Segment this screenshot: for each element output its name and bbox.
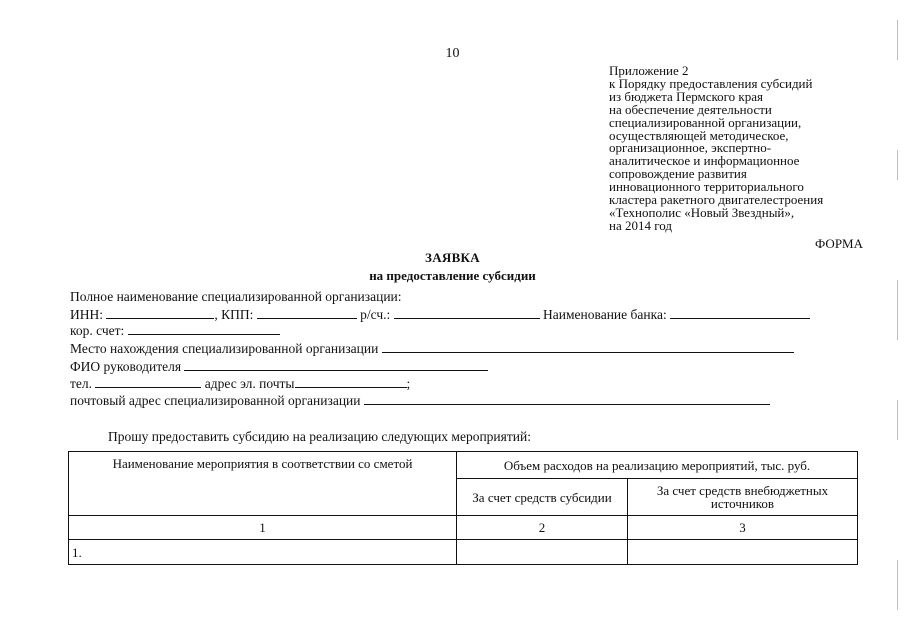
director-line — [70, 359, 488, 375]
location-line — [70, 341, 794, 357]
account-label: р/сч.: — [360, 307, 391, 322]
email-label: адрес эл. почты — [204, 376, 295, 391]
appendix-line: организационное, экспертно- — [609, 140, 772, 156]
row1-label[interactable]: 1. — [69, 540, 457, 565]
table-header-row — [69, 452, 858, 479]
kpp-label: , КПП: — [214, 307, 254, 322]
director-field[interactable] — [184, 359, 488, 371]
appendix-line: кластера ракетного двигателестроения — [609, 192, 824, 208]
postal-label: почтовый адрес специализированной организации — [70, 393, 361, 408]
corr-account-line — [70, 323, 280, 339]
appendix-line: осуществляющей методическое, — [609, 127, 789, 143]
inn-field[interactable] — [106, 307, 214, 319]
corr-account-label: кор. счет: — [70, 323, 125, 338]
appendix-line: инновационного территориального — [609, 179, 804, 195]
col2-number: 2 — [457, 516, 628, 540]
scan-edge-mark — [897, 280, 898, 340]
document-title: ЗАЯВКА — [425, 250, 480, 265]
page-number: 10 — [445, 46, 460, 61]
director-label: ФИО руководителя — [70, 359, 182, 374]
table-row — [69, 540, 858, 565]
scan-edge-mark — [897, 400, 898, 440]
col1-header: Наименование мероприятия в соответствии со сметой — [69, 452, 457, 516]
appendix-line: сопровождение развития — [609, 166, 747, 182]
col-group-header: Объем расходов на реализацию мероприятий, тыс. руб. — [457, 452, 858, 479]
document-subtitle: на предоставление субсидии — [369, 268, 536, 283]
col3-header: За счет средств внебюджетных источников — [628, 479, 858, 516]
org-name-label: Полное наименование специализированной организации: — [70, 289, 402, 304]
semicolon: ; — [406, 376, 411, 391]
appendix-line: на обеспечение деятельности — [609, 101, 772, 117]
row1-subsidy-cell[interactable] — [457, 540, 628, 565]
phone-field[interactable] — [95, 376, 201, 388]
appendix-line: специализированной организации, — [609, 114, 802, 130]
email-field[interactable] — [295, 376, 407, 388]
col3-number: 3 — [628, 516, 858, 540]
appendix-line: из бюджета Пермского края — [609, 88, 764, 104]
appendix-line: на 2014 год — [609, 217, 672, 233]
account-field[interactable] — [394, 307, 540, 319]
phone-label: тел. — [70, 376, 93, 391]
appendix-block — [609, 65, 899, 233]
requisites-line — [70, 307, 810, 323]
scan-edge-mark — [897, 560, 898, 610]
inn-label: ИНН: — [70, 307, 103, 322]
bank-label: Наименование банка: — [543, 307, 667, 322]
appendix-line: Приложение 2 — [609, 63, 689, 78]
postal-field[interactable] — [364, 393, 770, 405]
org-name-line — [70, 289, 402, 305]
col2-header: За счет средств субсидии — [457, 479, 628, 516]
location-field[interactable] — [382, 341, 794, 353]
corr-account-field[interactable] — [128, 323, 280, 335]
table-number-row — [69, 516, 858, 540]
form-label: ФОРМА — [815, 236, 863, 251]
appendix-line: к Порядку предоставления субсидий — [609, 75, 813, 91]
request-text: Прошу предоставить субсидию на реализацию следующих мероприятий: — [108, 429, 531, 444]
appendix-line: аналитическое и информационное — [609, 153, 800, 169]
col1-number: 1 — [69, 516, 457, 540]
location-label: Место нахождения специализированной организации — [70, 341, 379, 356]
events-table — [68, 451, 858, 565]
appendix-line: «Технополис «Новый Звездный», — [609, 204, 795, 220]
row1-extrabudget-cell[interactable] — [628, 540, 858, 565]
bank-field[interactable] — [670, 307, 810, 319]
scan-edge-mark — [897, 150, 898, 180]
scan-edge-mark — [897, 20, 898, 60]
postal-line — [70, 393, 770, 409]
contacts-line — [70, 376, 410, 392]
kpp-field[interactable] — [257, 307, 357, 319]
